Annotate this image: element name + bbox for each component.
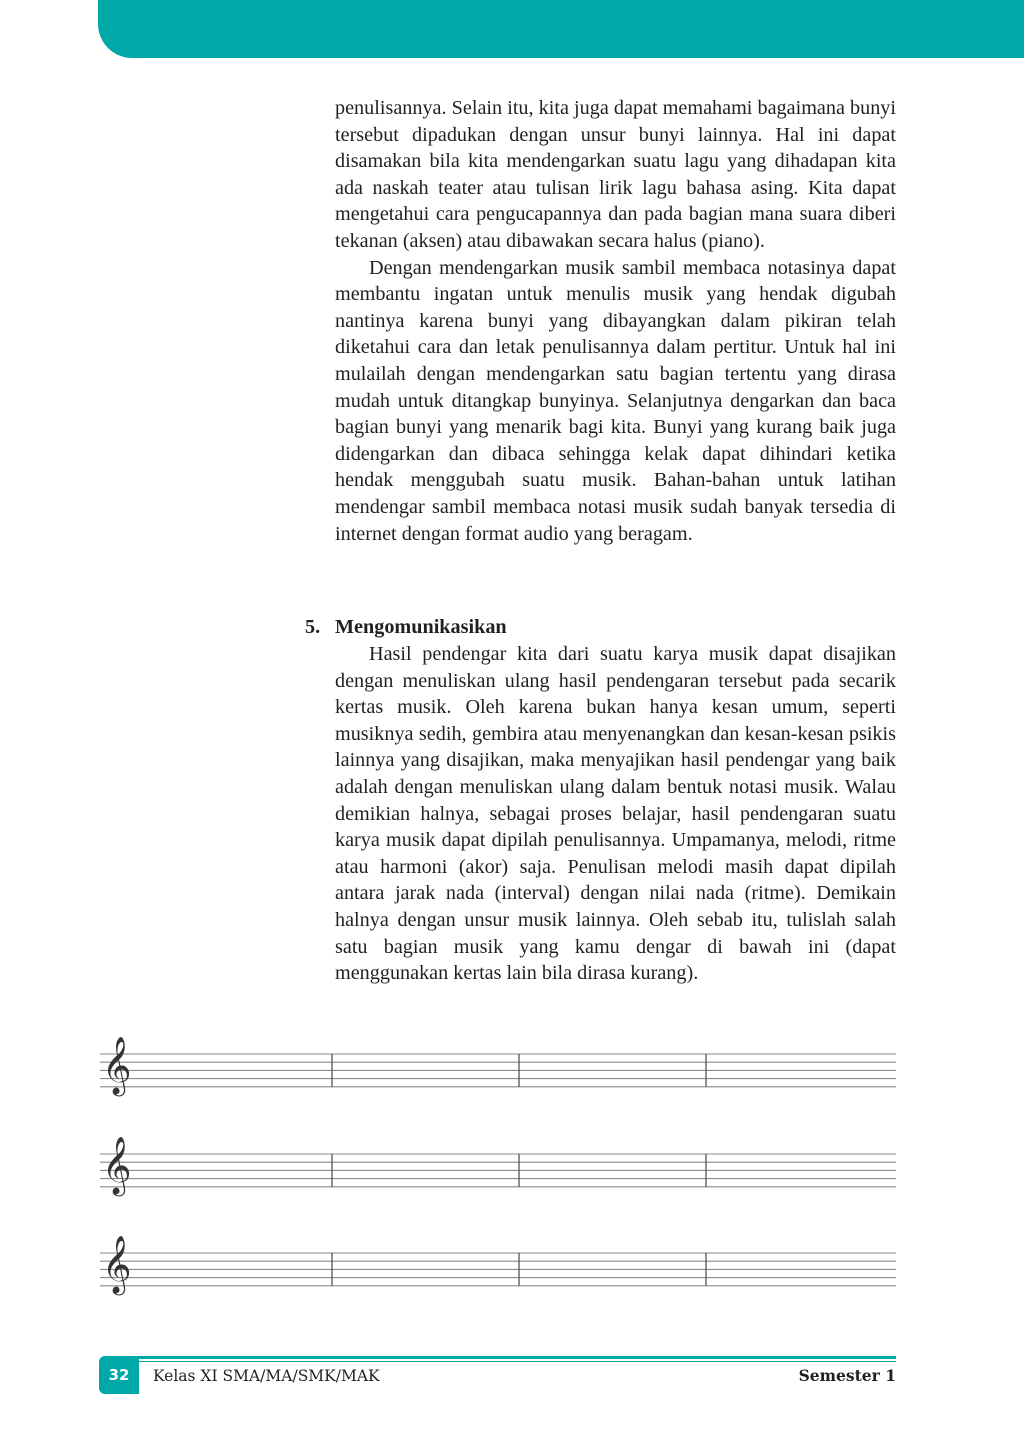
staff — [100, 1036, 896, 1097]
section-heading — [305, 614, 507, 641]
paragraph: Hasil pendengar kita dari suatu karya musik dapat disajikan dengan menuliskan ulang hasil pendengaran tersebut pada secarik kertas musik. Oleh karena bukan hanya kesan umum, seperti musiknya sedih, gembira atau menyenangkan dan kesan-kesan psikis lainnya yang disajikan, maka menyajikan hasil pendengar yang baik adalah dengan menuliskan ulang dalam bentuk notasi musik. Walau demikian halnya, sebagai proses belajar, hasil pendengaran suatu karya musik dapat dipilah penulisannya. Umpamanya, melodi, ritme atau harmoni (akor) saja. Penulisan melodi masih dapat dipilah antara jarak nada (interval) dengan nilai nada (ritme). Demikain halnya dengan unsur musik lainnya. Oleh sebab itu, tulislah salah satu bagian musik yang kamu dengar di bawah ini (dapat menggunakan kertas lain bila dirasa kurang). — [335, 643, 896, 985]
header-band — [98, 0, 1024, 58]
section-title: Mengomunikasikan — [335, 616, 507, 638]
blank-staves — [100, 1035, 896, 1315]
staff — [100, 1235, 896, 1296]
section-body — [335, 641, 896, 987]
treble-clef-icon: 𝄞 — [102, 1035, 132, 1094]
page-number: 32 — [99, 1356, 139, 1394]
paragraph: penulisannya. Selain itu, kita juga dapat memahami bagaimana bunyi tersebut dipadukan dengan unsur bunyi lainnya. Hal ini dapat disamakan bila kita mendengarkan suatu lagu yang dihadapan kita ada naskah teater atau tulisan lirik lagu bahasa asing. Kita dapat mengetahui cara pengucapannya dan pada bagian mana suara diberi tekanan (aksen) atau dibawakan secara halus (piano). — [335, 97, 896, 252]
footer-rule-thin — [139, 1361, 896, 1362]
book-title: Kelas XI SMA/MA/SMK/MAK — [153, 1367, 380, 1385]
paragraph: Dengan mendengarkan musik sambil membaca notasinya dapat membantu ingatan untuk menulis musik yang hendak digubah nantinya karena bunyi yang dibayangkan dalam pikiran telah diketahui cara dan letak penulisannya dalam pertitur. Untuk hal ini mulailah dengan mendengarkan satu bagian tertentu yang dirasa mudah untuk ditangkap bunyinya. Selanjutnya dengarkan dan baca bagian bunyi yang menarik bagi kita. Bunyi yang kurang baik juga didengarkan dan dibaca sehingga kelak dapat dihindari ketika hendak menggubah suatu musik. Bahan-bahan untuk latihan mendengar sambil membaca notasi musik sudah banyak tersedia di internet dengan format audio yang beragam. — [335, 256, 896, 545]
section-number: 5. — [305, 616, 321, 638]
semester-label: Semester 1 — [798, 1366, 896, 1385]
staff — [100, 1136, 896, 1197]
music-staff-area — [100, 1035, 896, 1315]
treble-clef-icon: 𝄞 — [102, 1234, 132, 1293]
treble-clef-icon: 𝄞 — [102, 1135, 132, 1194]
footer-rule — [139, 1356, 896, 1359]
body-text — [335, 95, 896, 547]
